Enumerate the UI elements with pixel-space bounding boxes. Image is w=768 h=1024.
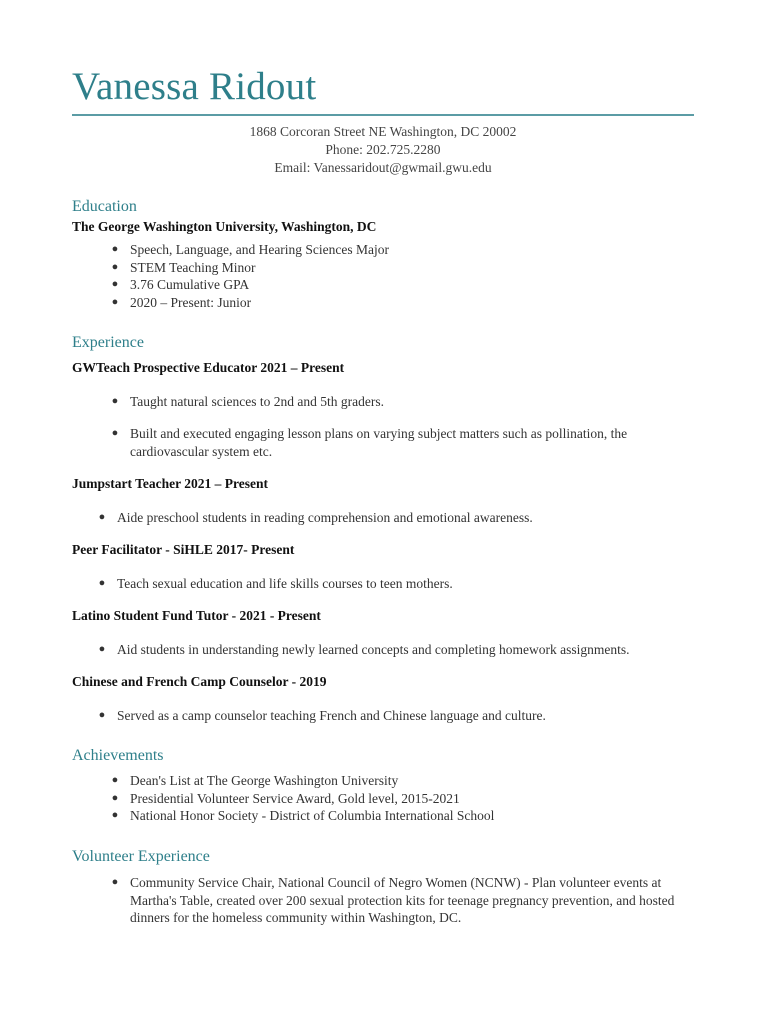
experience-entry-heading: Chinese and French Camp Counselor - 2019 (72, 674, 327, 689)
list-item: ● Aid students in understanding newly learned concepts and completing homework assignments. (95, 641, 630, 659)
list-item: ● STEM Teaching Minor (108, 259, 389, 277)
bullet-icon: ● (98, 511, 106, 523)
bullet-icon: ● (111, 876, 119, 888)
list-item: ● Taught natural sciences to 2nd and 5th graders. (108, 393, 668, 411)
bullet-icon: ● (111, 774, 119, 786)
phone-text: Phone: 202.725.2280 (325, 142, 441, 157)
experience-entry-heading: Peer Facilitator - SiHLE 2017- Present (72, 542, 295, 557)
list-item: ● Aide preschool students in reading comprehension and emotional awareness. (95, 509, 533, 527)
list-item: ● Speech, Language, and Hearing Sciences Major (108, 241, 389, 259)
experience-entry-list (95, 641, 630, 659)
achievements-list (108, 772, 494, 825)
bullet-icon: ● (98, 643, 106, 655)
contact-block (72, 123, 694, 177)
candidate-name: Vanessa Ridout (72, 65, 317, 108)
bullet-icon: ● (111, 791, 119, 804)
list-item: ● 2020 – Present: Junior (108, 294, 389, 312)
bullet-icon: ● (111, 260, 119, 273)
bullet-icon: ● (111, 809, 119, 821)
experience-entry-list (95, 707, 546, 725)
list-item: ● Teach sexual education and life skills courses to teen mothers. (95, 575, 453, 593)
header-divider (72, 114, 694, 116)
bullet-icon: ● (111, 243, 119, 255)
education-school: The George Washington University, Washington, DC (72, 219, 377, 234)
address-text: 1868 Corcoran Street NE Washington, DC 20002 (249, 124, 517, 139)
list-item: ● Presidential Volunteer Service Award, Gold level, 2015-2021 (108, 790, 494, 808)
bullet-icon: ● (111, 295, 119, 308)
list-item: ● National Honor Society - District of Columbia International School (108, 807, 494, 825)
bullet-icon: ● (98, 709, 106, 721)
list-item: ● Served as a camp counselor teaching French and Chinese language and culture. (95, 707, 546, 725)
achievements-heading: Achievements (72, 747, 164, 764)
experience-entry-heading: Jumpstart Teacher 2021 – Present (72, 476, 268, 491)
email-text: Email: Vanessaridout@gwmail.gwu.edu (274, 160, 492, 175)
list-item: ● Dean's List at The George Washington University (108, 772, 494, 790)
list-item: ● Built and executed engaging lesson plans on varying subject matters such as pollination, the cardiovascular system etc. (108, 425, 668, 460)
education-list (108, 241, 389, 311)
list-item: ● 3.76 Cumulative GPA (108, 276, 389, 294)
bullet-icon: ● (111, 278, 119, 290)
experience-entry-list (95, 575, 453, 593)
experience-entry-heading: Latino Student Fund Tutor - 2021 - Present (72, 608, 321, 623)
bullet-icon: ● (98, 577, 106, 589)
education-heading: Education (72, 198, 137, 215)
experience-entry-list (95, 509, 533, 527)
experience-entry-list (108, 425, 668, 460)
experience-entry-heading: GWTeach Prospective Educator 2021 – Present (72, 360, 345, 375)
volunteer-list (108, 874, 698, 927)
experience-entry-list (108, 393, 668, 411)
bullet-icon: ● (111, 395, 119, 407)
bullet-icon: ● (111, 427, 119, 439)
experience-heading: Experience (72, 334, 144, 351)
volunteer-heading: Volunteer Experience (72, 848, 210, 865)
list-item: ● Community Service Chair, National Council of Negro Women (NCNW) - Plan volunteer events at Martha's Table, created over 200 sexual protection kits for teenage pregnancy prevention, and hosted dinners for the homeless community within Washington, DC. (108, 874, 698, 927)
